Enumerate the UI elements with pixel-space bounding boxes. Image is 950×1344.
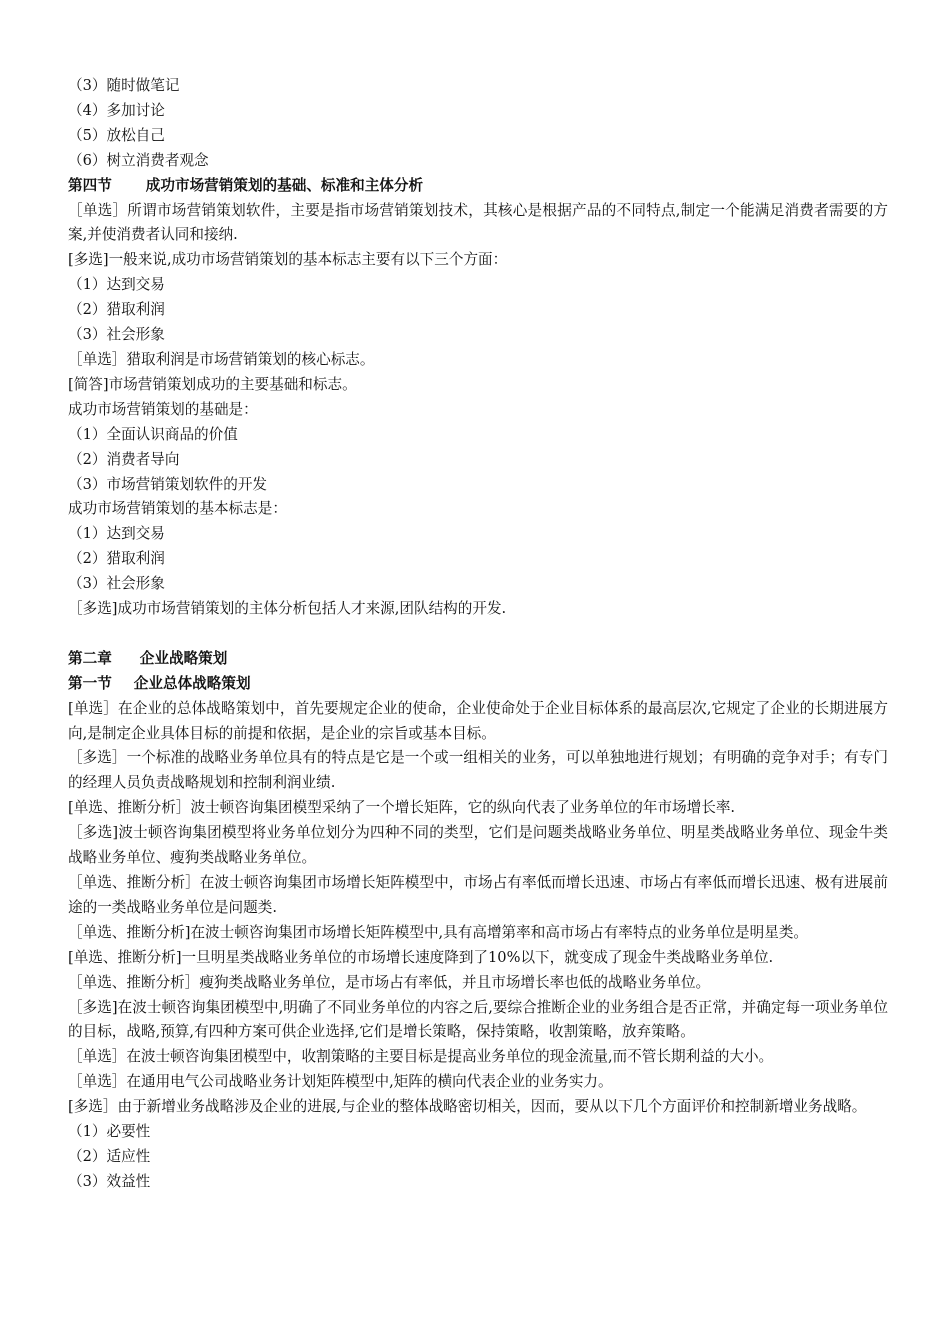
paragraph: [单选］在企业的总体战略策划中，首先要规定企业的使命，企业使命处于企业目标体系的最高层次,它规定了企业的长期进展方向,是制定企业具体目标的前提和依据，是企业的宗旨或基本目标。 — [68, 699, 888, 742]
chapter-number: 第二章 — [68, 649, 112, 667]
section-title: 企业总体战略策划 — [133, 674, 251, 692]
list-item: （3）社会形象 — [68, 326, 165, 344]
list-item: （1）达到交易 — [68, 276, 165, 294]
list-item: （1）全面认识商品的价值 — [68, 425, 238, 443]
paragraph: 成功市场营销策划的基础是： — [68, 400, 258, 418]
list-item: （2）猎取利润 — [68, 301, 165, 319]
list-item: （5）放松自己 — [68, 126, 165, 144]
list-item: （2）猎取利润 — [68, 550, 165, 568]
list-item: （3）效益性 — [68, 1172, 151, 1190]
list-item: （2）适应性 — [68, 1147, 151, 1165]
paragraph: ［单选］在波士顿咨询集团模型中，收割策略的主要目标是提高业务单位的现金流量,而不管长期利益的大小。 — [68, 1048, 774, 1066]
paragraph: ［单选］猎取利润是市场营销策划的核心标志。 — [68, 350, 375, 368]
paragraph: ［多选]成功市场营销策划的主体分析包括人才来源,团队结构的开发. — [68, 600, 507, 618]
paragraph: [单选、推断分析]一旦明星类战略业务单位的市场增长速度降到了10%以下，就变成了现金牛类战略业务单位. — [68, 948, 774, 966]
paragraph: ［单选、推断分析]在波士顿咨询集团市场增长矩阵模型中,具有高增第率和高市场占有率特点的业务单位是明星类。 — [68, 923, 809, 941]
paragraph: ［多选］一个标准的战略业务单位具有的特点是它是一个或一组相关的业务，可以单独地进行规划；有明确的竞争对手；有专门的经理人员负责战略规划和控制利润业绩. — [68, 749, 888, 792]
paragraph: ［单选、推断分析］瘦狗类战略业务单位，是市场占有率低，并且市场增长率也低的战略业务单位。 — [68, 973, 711, 991]
spacer — [68, 622, 888, 647]
list-item: （1）达到交易 — [68, 525, 165, 543]
list-item: （4）多加讨论 — [68, 101, 165, 119]
list-item: （2）消费者导向 — [68, 450, 180, 468]
section-number: 第四节 — [68, 176, 112, 194]
list-item: （1）必要性 — [68, 1123, 151, 1141]
list-item: （6）树立消费者观念 — [68, 151, 209, 169]
list-item: （3）随时做笔记 — [68, 77, 180, 94]
chapter-title: 企业战略策划 — [139, 649, 228, 667]
paragraph: [简答]市场营销策划成功的主要基础和标志。 — [68, 375, 357, 393]
paragraph: [多选]一般来说,成功市场营销策划的基本标志主要有以下三个方面： — [68, 251, 508, 269]
list-item: （3）市场营销策划软件的开发 — [68, 475, 268, 493]
paragraph: ［单选］在通用电气公司战略业务计划矩阵模型中,矩阵的横向代表企业的业务实力。 — [68, 1073, 613, 1091]
list-item: （3）社会形象 — [68, 575, 165, 593]
document-body — [68, 74, 888, 1195]
section-heading — [68, 174, 888, 199]
paragraph: ［多选]在波士顿咨询集团模型中,明确了不同业务单位的内容之后,要综合推断企业的业务组合是否正常，并确定每一项业务单位的目标，战略,预算,有四种方案可供企业选择,它们是增长策略，保持策略，收割策略，放弃策略。 — [68, 998, 888, 1041]
section-heading — [68, 672, 888, 697]
paragraph: 成功市场营销策划的基本标志是： — [68, 500, 287, 518]
paragraph: [单选、推断分析］波士顿咨询集团模型采纳了一个增长矩阵，它的纵向代表了业务单位的年市场增长率. — [68, 799, 736, 817]
section-number: 第一节 — [68, 674, 112, 692]
paragraph: ［单选］所谓市场营销策划软件，主要是指市场营销策划技术，其核心是根据产品的不同特点,制定一个能满足消费者需要的方案,并使消费者认同和接纳. — [68, 201, 888, 244]
paragraph: ［多选]波士顿咨询集团模型将业务单位划分为四种不同的类型，它们是问题类战略业务单位、明星类战略业务单位、现金牛类战略业务单位、瘦狗类战略业务单位。 — [68, 824, 888, 867]
chapter-heading — [68, 647, 888, 672]
section-title: 成功市场营销策划的基础、标准和主体分析 — [145, 176, 424, 194]
paragraph: ［单选、推断分析］在波士顿咨询集团市场增长矩阵模型中，市场占有率低而增长迅速、市场占有率低而增长迅速、极有进展前途的一类战略业务单位是问题类. — [68, 873, 888, 916]
paragraph: [多选］由于新增业务战略涉及企业的进展,与企业的整体战略密切相关，因而，要从以下几个方面评价和控制新增业务战略。 — [68, 1098, 867, 1116]
